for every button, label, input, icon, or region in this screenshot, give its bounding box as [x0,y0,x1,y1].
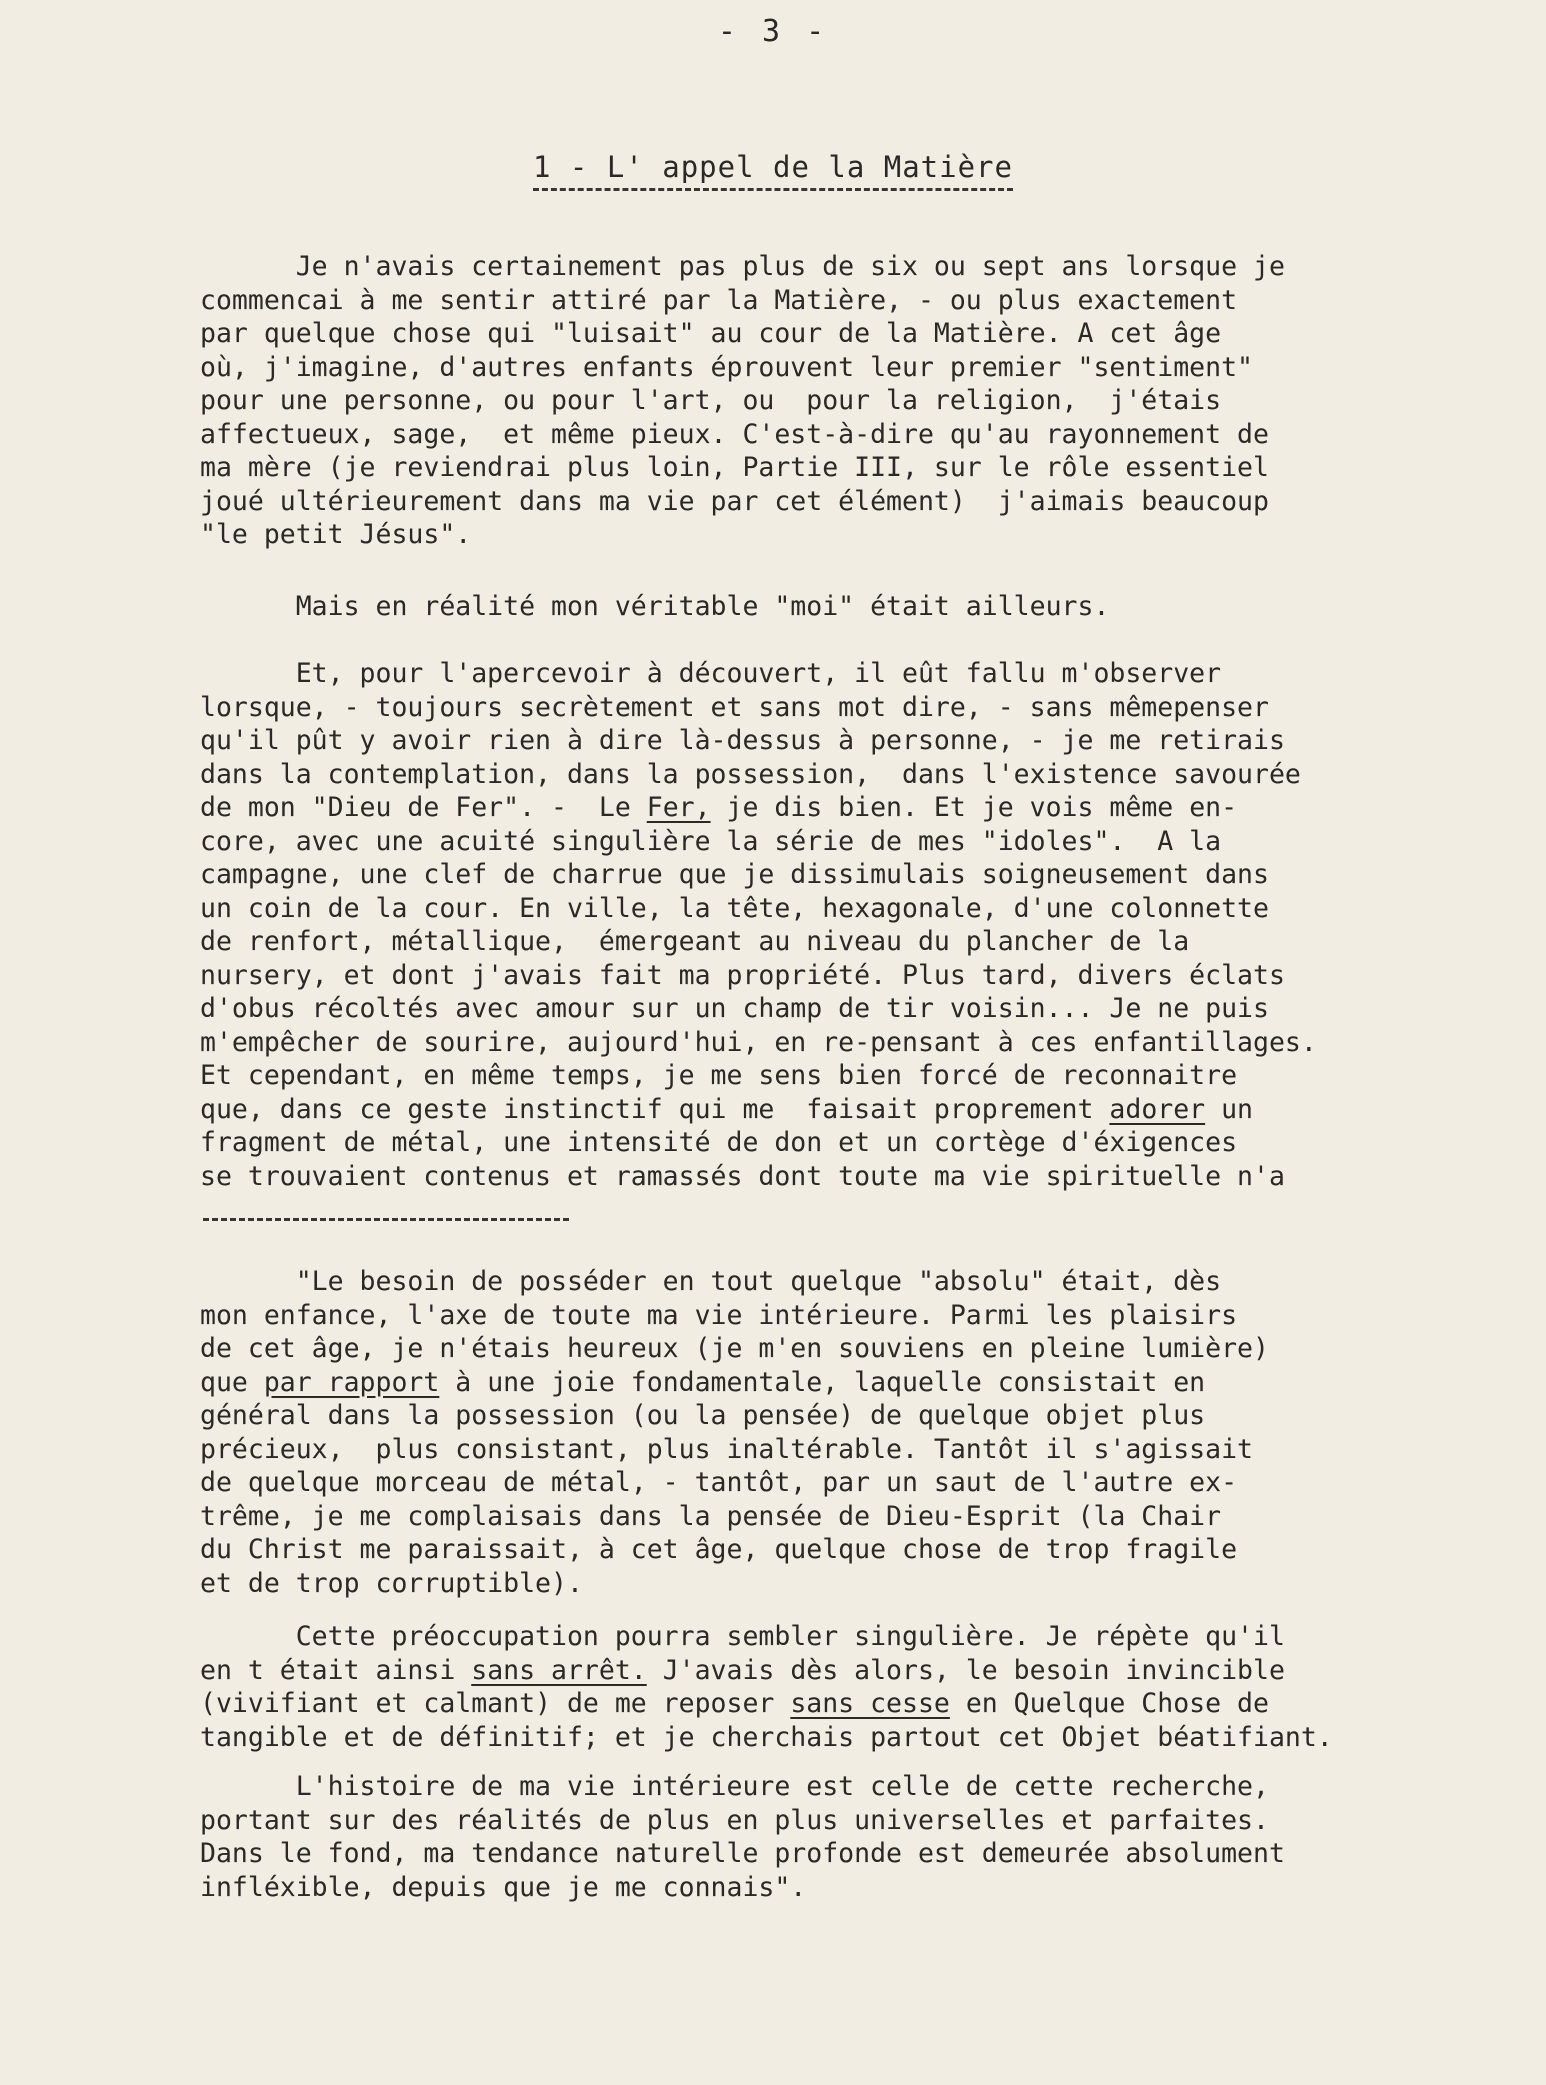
text-line: m'empêcher de sourire, aujourd'hui, en re-pensant à ces enfantillages. [200,1026,1317,1058]
paragraph-5-quote [200,1620,1460,1754]
text-line: commencai à me sentir attiré par la Matière, - ou plus exactement [200,284,1238,316]
text-line: Et, pour l'apercevoir à découvert, il eût fallu m'observer [200,658,1222,689]
text-line: Dans le fond, ma tendance naturelle profonde est demeurée absolument [200,1838,1285,1869]
text-line: par quelque chose qui "luisait" au cour de la Matière. A cet âge [200,318,1222,349]
text-line: pour une personne, ou pour l'art, ou pour la religion, j'étais [200,385,1222,416]
paragraph-3 [200,657,1460,1193]
paragraph-1 [200,250,1460,552]
footnote-separator [203,1218,569,1221]
text-line: mon enfance, l'axe de toute ma vie intérieure. Parmi les plaisirs [200,1299,1238,1331]
text-line: infléxible, depuis que je me connais". [200,1871,807,1903]
text-line: campagne, une clef de charrue que je dissimulais soigneusement dans [200,859,1269,890]
text-line: nursery, et dont j'avais fait ma propriété. Plus tard, divers éclats [200,959,1285,991]
text-line: Et cependant, en même temps, je me sens bien forcé de reconnaitre [200,1060,1238,1091]
text-line: du Christ me paraissait, à cet âge, quelque chose de trop fragile [200,1534,1238,1565]
section-title [0,150,1546,191]
text-line: d'obus récoltés avec amour sur un champ de tir voisin... Je ne puis [200,993,1269,1024]
page-number: - 3 - [717,14,829,49]
underlined-word: adorer [1109,1093,1206,1125]
text-line: affectueux, sage, et même pieux. C'est-à-dire qu'au rayonnement de [200,418,1269,450]
text-line: de quelque morceau de métal, - tantôt, par un saut de l'autre ex- [200,1467,1238,1498]
text-line: se trouvaient contenus et ramassés dont toute ma vie spirituelle n'a [200,1160,1285,1192]
underlined-word: sans cesse [790,1688,950,1719]
text-line: que par rapport à une joie fondamentale, laquelle consistait en [200,1366,1206,1398]
text-line: de mon "Dieu de Fer". - Le Fer, je dis bien. Et je vois même en- [200,792,1238,823]
paragraph-4-quote [200,1265,1460,1600]
text-line: et de trop corruptible). [200,1567,583,1599]
underlined-word: sans arrêt. [471,1654,647,1686]
text-line: général dans la possession (ou la pensée) de quelque objet plus [200,1400,1206,1431]
text-line: "Le besoin de posséder en tout quelque "absolu" était, dès [200,1266,1222,1297]
text-line: L'histoire de ma vie intérieure est celle de cette recherche, [200,1771,1269,1802]
text-line: joué ultérieurement dans ma vie par cet élément) j'aimais beaucoup [200,485,1269,517]
text-line: en t était ainsi sans arrêt. J'avais dès alors, le besoin invincible [200,1654,1285,1686]
text-line: que, dans ce geste instinctif qui me faisait proprement adorer un [200,1093,1254,1125]
text-line: fragment de métal, une intensité de don et un cortège d'éxigences [200,1127,1238,1158]
text-line: portant sur des réalités de plus en plus universelles et parfaites. [200,1804,1269,1836]
paragraph-2 [200,590,1460,624]
text-line: un coin de la cour. En ville, la tête, hexagonale, d'une colonnette [200,892,1269,924]
text-line: "le petit Jésus". [200,519,472,550]
text-line: (vivifiant et calmant) de me reposer sans cesse en Quelque Chose de [200,1688,1269,1719]
text-line: où, j'imagine, d'autres enfants éprouvent leur premier "sentiment" [200,351,1253,383]
text-line: de cet âge, je n'étais heureux (je m'en souviens en pleine lumière) [200,1333,1269,1364]
text-line: lorsque, - toujours secrètement et sans mot dire, - sans mêmepenser [200,691,1269,723]
text-line: Je n'avais certainement pas plus de six ou sept ans lorsque je [200,251,1285,282]
underlined-word: par rapport [263,1366,440,1398]
text-line: précieux, plus consistant, plus inaltérable. Tantôt il s'agissait [200,1433,1253,1465]
text-line: dans la contemplation, dans la possession, dans l'existence savourée [200,758,1301,790]
text-line: Cette préoccupation pourra sembler singulière. Je répète qu'il [200,1621,1285,1652]
text-line: core, avec une acuité singulière la série de mes "idoles". A la [200,825,1222,857]
text-line: de renfort, métallique, émergeant au niveau du plancher de la [200,926,1190,957]
text-line: qu'il pût y avoir rien à dire là-dessus à personne, - je me retirais [200,725,1285,756]
text-line: tangible et de définitif; et je cherchais partout cet Objet béatifiant. [200,1721,1333,1753]
paragraph-6-quote [200,1770,1460,1904]
text-line: Mais en réalité mon véritable "moi" était ailleurs. [200,591,1110,622]
text-line: trême, je me complaisais dans la pensée de Dieu-Esprit (la Chair [200,1500,1222,1532]
text-line: ma mère (je reviendrai plus loin, Partie III, sur le rôle essentiel [200,452,1269,483]
section-title-text: 1 - L' appel de la Matière [533,150,1013,191]
underlined-word: Fer, [646,792,711,823]
